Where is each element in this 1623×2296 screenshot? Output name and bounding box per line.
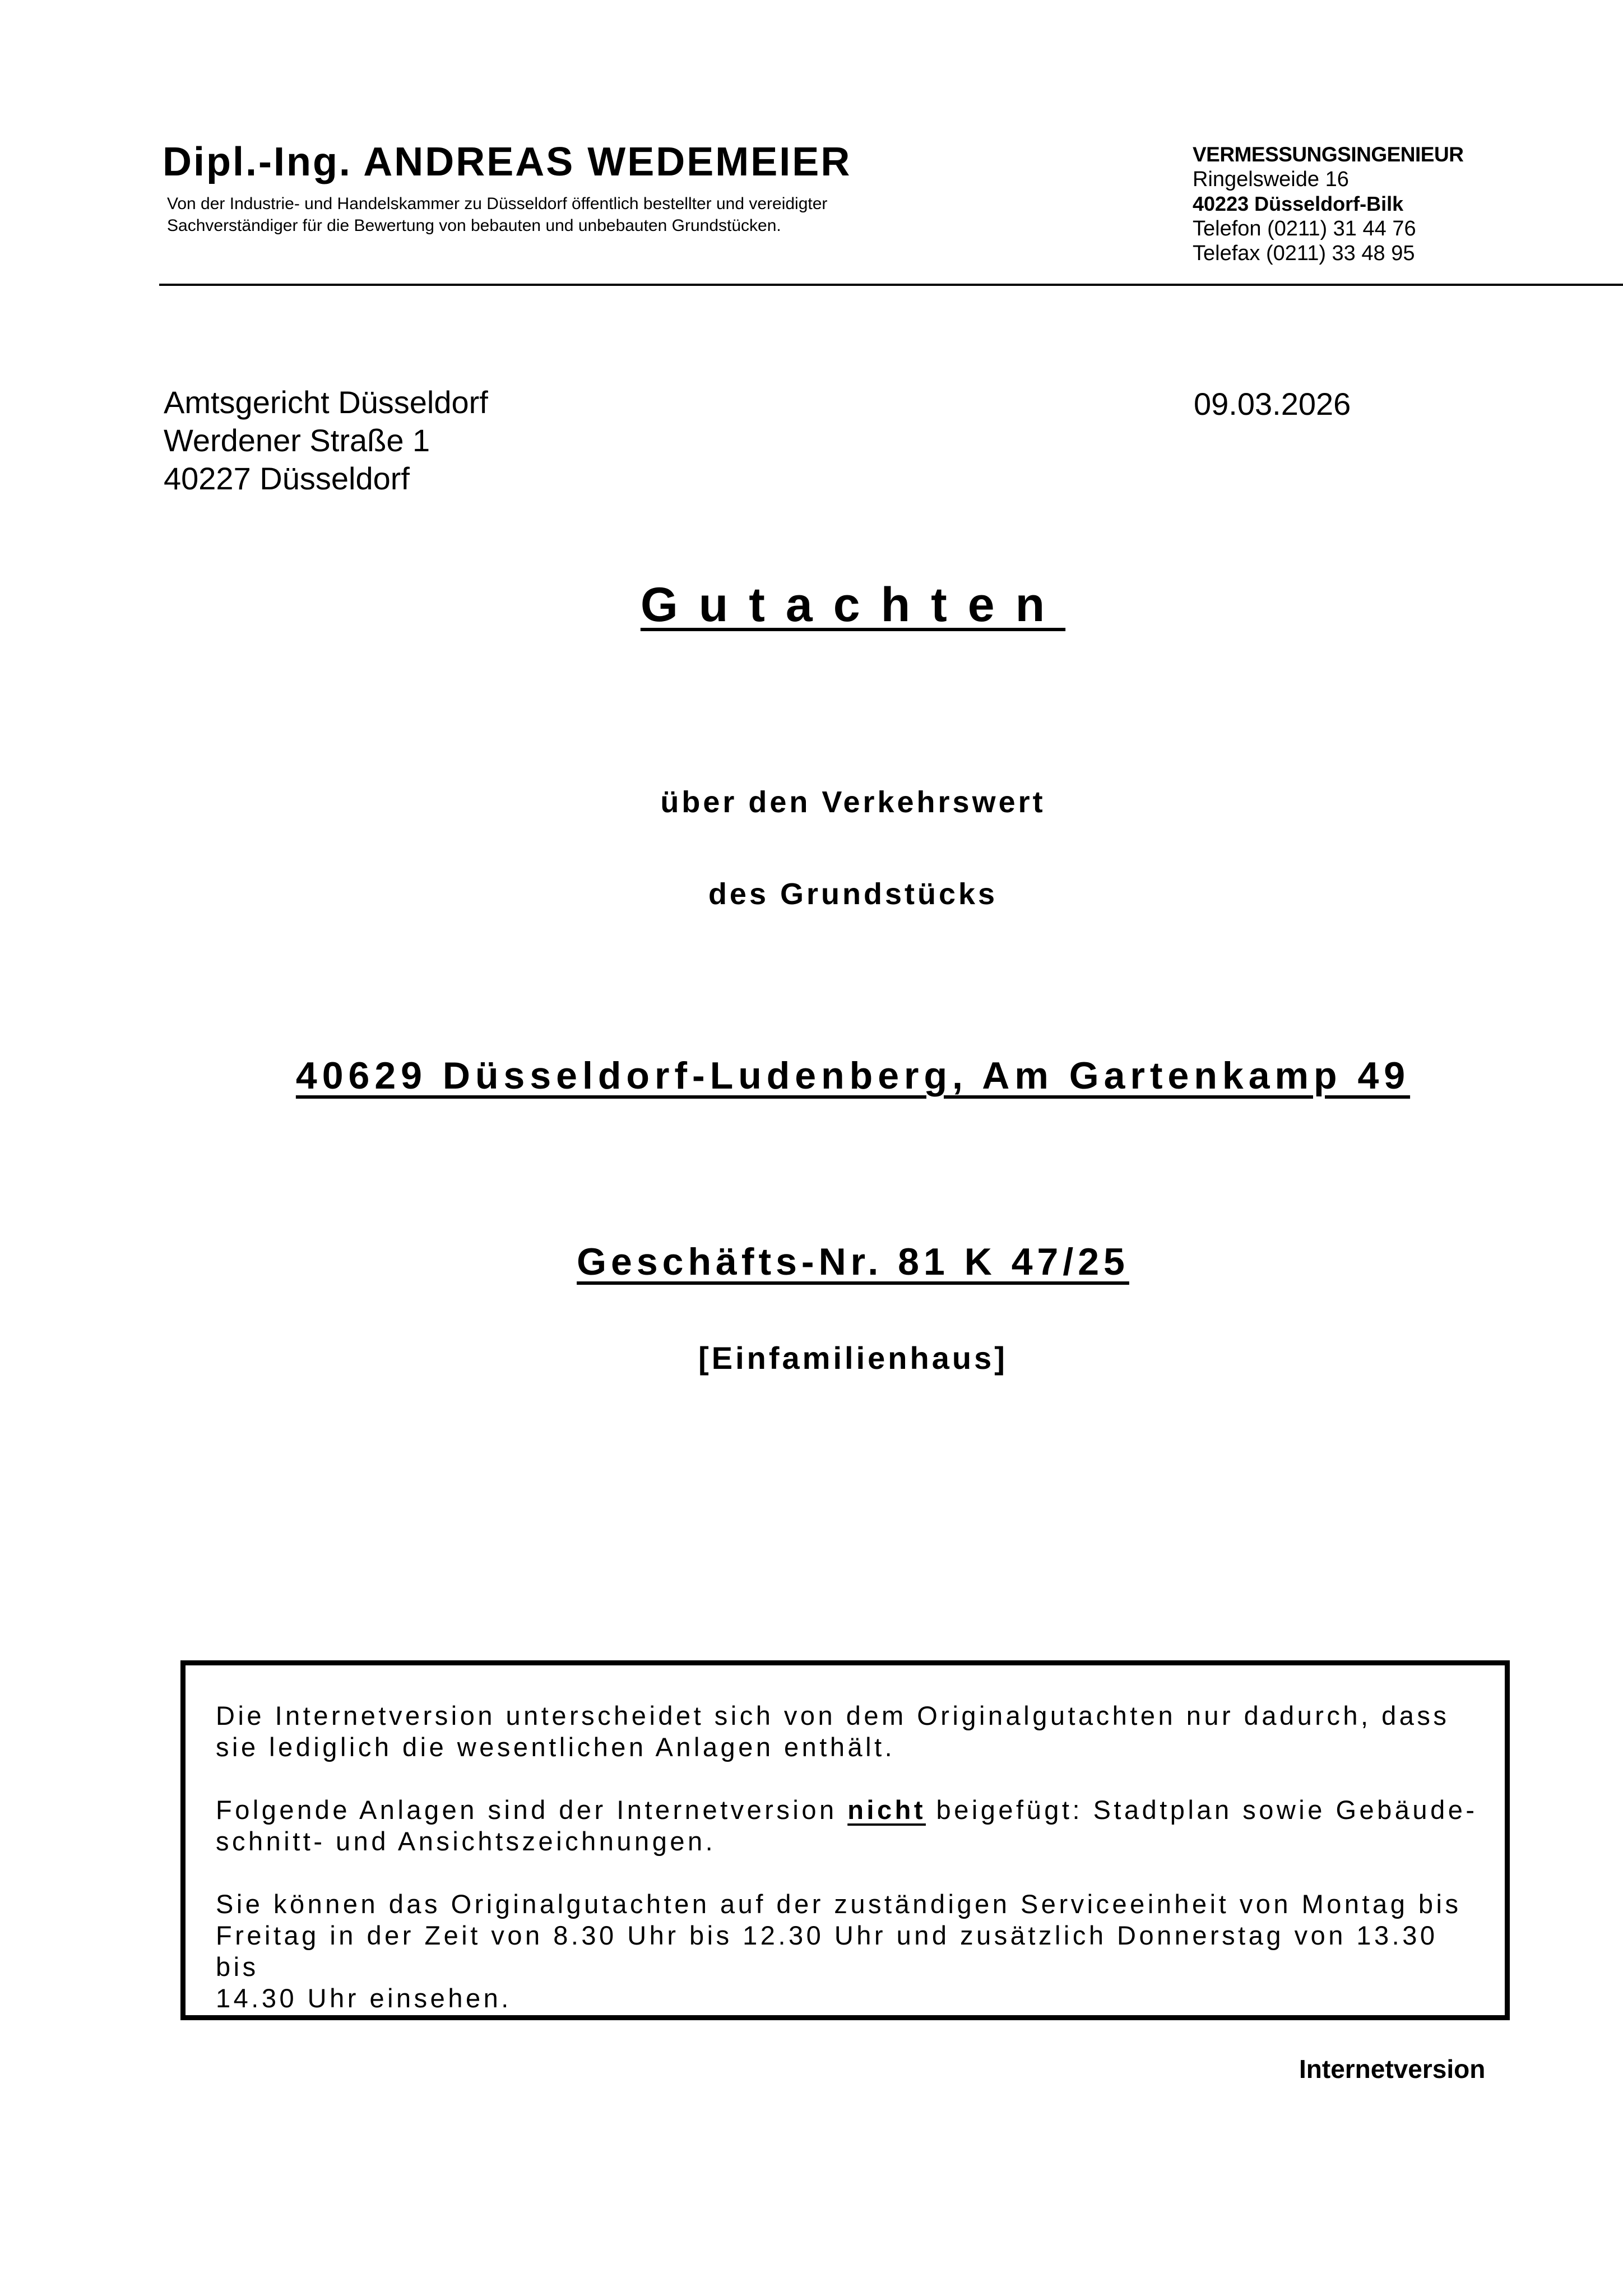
internet-version-label: Internetversion [1299,2054,1486,2084]
document-date: 09.03.2026 [1194,386,1351,422]
document-title-text: Gutachten [640,578,1066,632]
notice-line: Sie können das Originalgutachten auf der zuständigen Serviceeinheit von Montag bis [216,1889,1462,1919]
property-address-text: 40629 Düsseldorf-Ludenberg, Am Gartenkamp 49 [295,1054,1411,1097]
notice-line: sie lediglich die wesentlichen Anlagen enthält. [216,1732,896,1762]
expert-name: Dipl.-Ing. ANDREAS WEDEMEIER [163,140,852,184]
document-subtitle: über den Verkehrswert [660,785,1046,819]
contact-phone: Telefon (0211) 31 44 76 [1193,217,1416,240]
notice-line: schnitt- und Ansichtszeichnungen. [216,1826,716,1856]
recipient-line: 40227 Düsseldorf [164,461,410,496]
notice-line: beigefügt: Stadtplan sowie Gebäude- [926,1795,1478,1825]
expert-description-line: Sachverständiger für die Bewertung von bebauten und unbebauten Grundstücken. [167,216,781,235]
contact-street: Ringelsweide 16 [1193,168,1349,191]
case-number [0,1240,1623,1284]
notice-line: Die Internetversion unterscheidet sich von dem Originalgutachten nur dadurch, dass [216,1701,1450,1730]
notice-line: 14.30 Uhr einsehen. [216,1983,512,2013]
notice-line: Folgende Anlagen sind der Internetversion [216,1795,848,1825]
profession-label: VERMESSUNGSINGENIEUR [1193,143,1464,166]
property-type: [Einfamilienhaus] [698,1340,1008,1376]
internet-version-notice [180,1660,1510,2020]
document-title [0,577,1623,633]
notice-paragraph [216,1888,1482,2014]
recipient-line: Amtsgericht Düsseldorf [164,385,488,420]
notice-paragraph [216,1700,1482,1763]
letterhead-divider [159,284,1623,286]
recipient-address [164,383,488,498]
contact-block [1193,142,1463,266]
contact-fax: Telefax (0211) 33 48 95 [1193,242,1415,265]
case-number-text: Geschäfts-Nr. 81 K 47/25 [577,1240,1129,1283]
expert-description [167,193,827,237]
document-subtitle: des Grundstücks [708,877,998,911]
property-address [0,1054,1623,1098]
expert-description-line: Von der Industrie- und Handelskammer zu Düsseldorf öffentlich bestellter und vereidigter [167,195,828,213]
notice-line: Freitag in der Zeit von 8.30 Uhr bis 12.30 Uhr und zusätzlich Donnerstag von 13.30 bis [216,1920,1438,1982]
contact-city: 40223 Düsseldorf-Bilk [1193,192,1404,215]
notice-paragraph [216,1794,1482,1857]
notice-emphasis: nicht [847,1795,926,1825]
recipient-line: Werdener Straße 1 [164,423,430,458]
